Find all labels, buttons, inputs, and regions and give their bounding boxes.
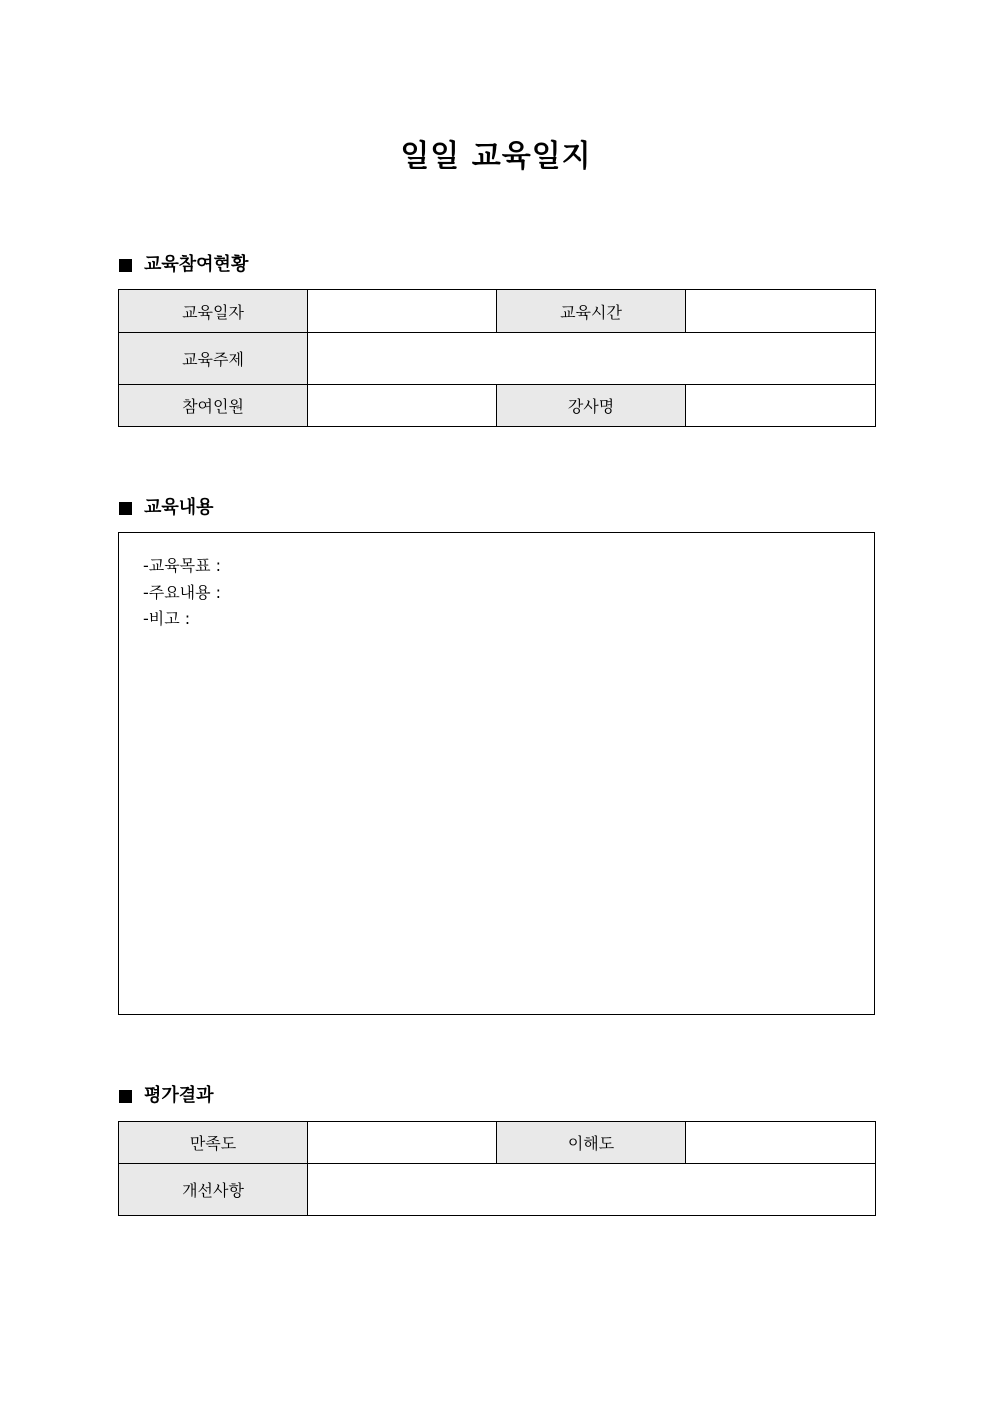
content-box[interactable] (118, 532, 875, 1015)
instructor-label: 강사명 (497, 385, 686, 427)
content-line-note: -비고 : (143, 609, 191, 628)
square-bullet-icon (119, 259, 132, 272)
attendees-label: 참여인원 (119, 385, 308, 427)
section-heading-participation-label: 교육참여현황 (144, 254, 249, 275)
date-field[interactable] (308, 290, 497, 333)
table-row (119, 333, 876, 385)
table-row (119, 290, 876, 333)
satisfaction-field[interactable] (308, 1122, 497, 1164)
page-title: 일일 교육일지 (400, 139, 592, 174)
content-line-main: -주요내용 : (143, 582, 222, 602)
table-row (119, 385, 876, 427)
attendees-field[interactable] (308, 385, 497, 427)
square-bullet-icon (119, 1090, 132, 1103)
table-row (119, 1164, 876, 1216)
understanding-label: 이해도 (497, 1122, 686, 1164)
square-bullet-icon (119, 502, 132, 515)
evaluation-table (118, 1121, 876, 1216)
participation-table (118, 289, 876, 427)
time-field[interactable] (686, 290, 876, 333)
topic-field[interactable] (308, 333, 876, 385)
date-label: 교육일자 (119, 290, 308, 333)
section-heading-content (119, 496, 214, 520)
section-heading-participation (119, 253, 248, 277)
improvements-field[interactable] (308, 1164, 876, 1216)
table-row (119, 1122, 876, 1164)
instructor-field[interactable] (686, 385, 876, 427)
satisfaction-label: 만족도 (119, 1122, 308, 1164)
improvements-label: 개선사항 (119, 1164, 308, 1216)
section-heading-content-label: 교육내용 (144, 497, 214, 518)
content-line-goal: -교육목표 : (143, 556, 222, 575)
section-heading-evaluation (119, 1084, 214, 1108)
section-heading-evaluation-label: 평가결과 (144, 1085, 214, 1106)
understanding-field[interactable] (686, 1122, 876, 1164)
topic-label: 교육주제 (119, 333, 308, 385)
time-label: 교육시간 (497, 290, 686, 333)
content-lines (143, 553, 221, 633)
